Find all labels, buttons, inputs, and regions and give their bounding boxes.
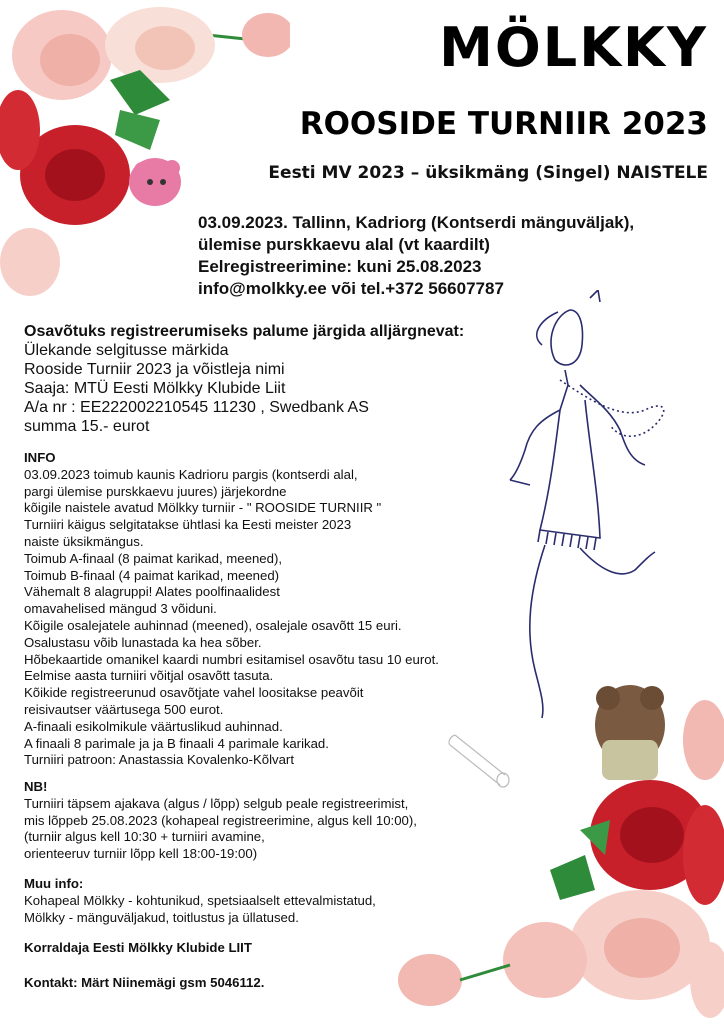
nb-section: [24, 779, 504, 863]
nb-line: Turniiri täpsem ajakava (algus / lõpp) selgub peale registreerimist,: [24, 795, 409, 811]
info-line: Toimub B-finaal (4 paimat karikad, meened): [24, 567, 280, 583]
registration-line: A/a nr : EE222002210545 11230 , Swedbank AS: [24, 399, 369, 416]
molkky-logo: MÖLKKY: [439, 16, 708, 79]
nb-line: mis lõppeb 25.08.2023 (kohapeal registreerimine, algus kell 10:00),: [24, 812, 417, 828]
info-line: Turniiri patroon: Anastassia Kovalenko-Kõlvart: [24, 752, 294, 768]
info-line: Turniiri käigus selgitatakse ühtlasi ka Eesti meister 2023: [24, 517, 352, 533]
info-line: kõigile naistele avatud Mölkky turniir - " ROOSIDE TURNIIR ": [24, 500, 382, 516]
info-line: Vähemalt 8 alagruppi! Alates poolfinaalidest: [24, 584, 280, 600]
event-contact-line: info@molkky.ee või tel.+372 56607787: [198, 279, 504, 298]
other-info-heading: Muu info:: [24, 876, 84, 891]
info-line: 03.09.2023 toimub kaunis Kadrioru pargis (kontserdi alal,: [24, 466, 358, 482]
info-line: Hõbekaartide omanikel kaardi numbri esitamisel osavõtu tasu 10 eurot.: [24, 651, 439, 667]
info-section: [24, 450, 504, 769]
other-info-line: Mölkky - mänguväljakud, toitlustus ja üllatused.: [24, 909, 299, 925]
event-line: 03.09.2023. Tallinn, Kadriorg (Kontserdi mänguväljak),: [198, 213, 635, 232]
nb-heading: NB!: [24, 779, 48, 794]
nb-line: (turniir algus kell 10:30 + turniiri avamine,: [24, 829, 265, 845]
organizer: Korraldaja Eesti Mölkky Klubide LIIT: [24, 940, 252, 955]
registration-line: Ülekande selgitusse märkida: [24, 342, 229, 359]
info-heading: INFO: [24, 450, 56, 465]
event-details: [198, 212, 718, 300]
info-line: pargi ülemise purskkaevu juures) järjekordne: [24, 483, 287, 499]
other-info-line: Kohapeal Mölkky - kohtunikud, spetsiaalselt ettevalmistatud,: [24, 892, 376, 908]
registration-line: Rooside Turniir 2023 ja võistleja nimi: [24, 361, 285, 378]
other-info-section: [24, 876, 504, 926]
info-line: Kõigile osalejatele auhinnad (meened), osalejale osavõtt 15 euri.: [24, 617, 402, 633]
registration-section: [24, 322, 584, 436]
info-line: Osalustasu võib lunastada ka hea sõber.: [24, 634, 262, 650]
info-line: A finaali 8 parimale ja ja B finaali 4 parimale karikad.: [24, 735, 329, 751]
registration-heading: Osavõtuks registreerumiseks palume järgida alljärgnevat:: [24, 323, 465, 340]
info-line: reisivautser väärtusega 500 eurot.: [24, 701, 224, 717]
event-line: Eelregistreerimine: kuni 25.08.2023: [198, 257, 482, 276]
nb-line: orienteeruv turniir lõpp kell 18:00-19:00): [24, 846, 258, 862]
info-line: Eelmise aasta turniiri võitjal osavõtt tasuta.: [24, 668, 274, 684]
registration-line: summa 15.- eurot: [24, 418, 150, 435]
registration-line: Saaja: MTÜ Eesti Mölkky Klubide Liit: [24, 380, 286, 397]
info-line: Toimub A-finaal (8 paimat karikad, meened),: [24, 550, 283, 566]
info-line: omavahelised mängud 3 võiduni.: [24, 601, 217, 617]
info-line: naiste üksikmängus.: [24, 533, 144, 549]
info-line: Kõikide registreerunud osavõtjate vahel loositakse peavõit: [24, 685, 364, 701]
info-line: A-finaali esikolmikule väärtuslikud auhinnad.: [24, 718, 283, 734]
page-title: ROOSIDE TURNIIR 2023: [299, 106, 708, 142]
event-line: ülemise purskkaevu alal (vt kaardilt): [198, 235, 490, 254]
page-subtitle: Eesti MV 2023 – üksikmäng (Singel) NAISTELE: [268, 163, 708, 183]
contact: Kontakt: Märt Niinemägi gsm 5046112.: [24, 975, 265, 990]
